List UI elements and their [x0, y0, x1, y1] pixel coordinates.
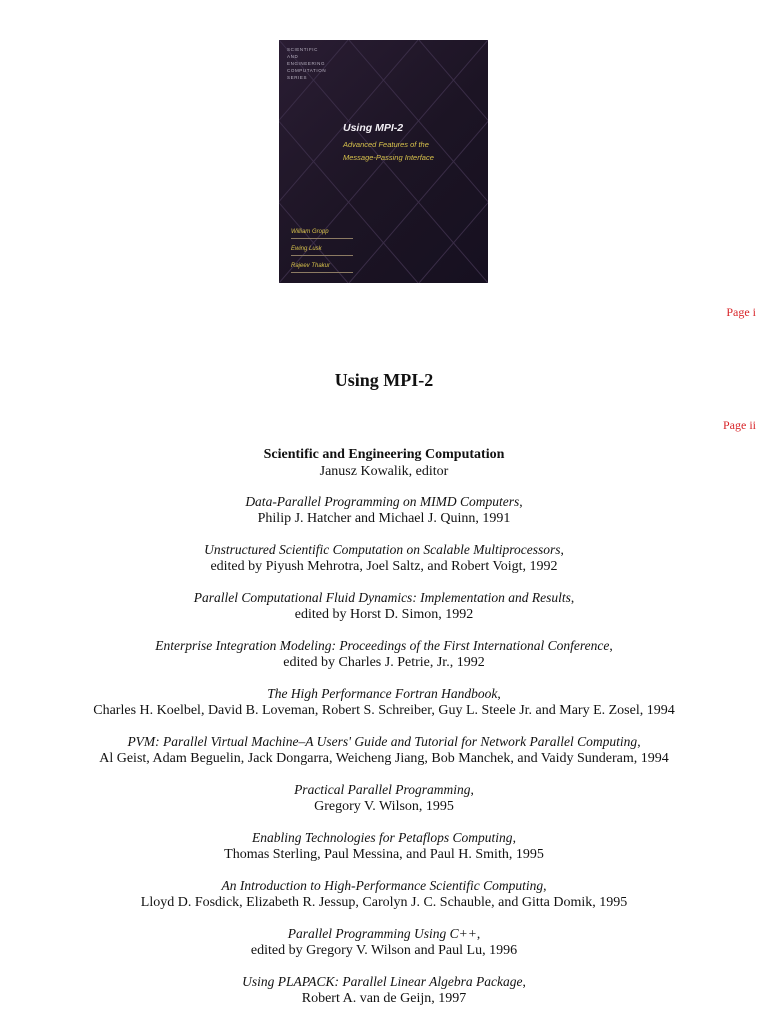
cover-author: Ewing Lusk: [291, 243, 353, 256]
book-title-line: Enterprise Integration Modeling: Proceedings of the First International Conference,: [155, 638, 613, 653]
series-header: [0, 446, 768, 480]
cover-subtitle: [343, 138, 434, 164]
series-name: Scientific and Engineering Computation: [263, 447, 505, 462]
book-list: [0, 493, 768, 1021]
cover-series-line: SCIENTIFIC: [287, 47, 319, 52]
book-credit: Gregory V. Wilson, 1995: [314, 799, 454, 814]
book-title: The High Performance Fortran Handbook: [267, 686, 498, 701]
book-credit: edited by Horst D. Simon, 1992: [294, 607, 474, 622]
book-entry: [0, 589, 768, 637]
book-title: Unstructured Scientific Computation on Scalable Multiprocessors: [204, 542, 561, 557]
book-title: Data-Parallel Programming on MIMD Computers: [245, 494, 520, 509]
book-title-line: Practical Parallel Programming,: [294, 782, 474, 797]
book-entry: [0, 877, 768, 925]
book-credit: Thomas Sterling, Paul Messina, and Paul H. Smith, 1995: [224, 847, 544, 862]
page-label-ii[interactable]: Page ii: [723, 418, 756, 432]
book-entry: [0, 733, 768, 781]
cover-series-line: AND: [287, 54, 299, 59]
book-title-line: Parallel Computational Fluid Dynamics: Implementation and Results,: [193, 590, 575, 605]
book-title: Using PLAPACK: Parallel Linear Algebra Package: [242, 974, 523, 989]
book-title-line: Parallel Programming Using C++,: [287, 926, 481, 941]
book-entry: [0, 493, 768, 541]
book-title: An Introduction to High-Performance Scientific Computing: [221, 878, 544, 893]
cover-series-label: [287, 46, 326, 81]
series-editor: Janusz Kowalik, editor: [319, 464, 449, 479]
page-title: Using MPI-2: [334, 370, 434, 390]
book-cover-image: [279, 40, 488, 283]
cover-authors: [291, 226, 353, 277]
cover-author: William Gropp: [291, 226, 353, 239]
book-title-line: Unstructured Scientific Computation on Scalable Multiprocessors,: [204, 542, 564, 557]
book-title: Enterprise Integration Modeling: Proceedings of the First International Conference: [155, 638, 610, 653]
cover-subtitle-line: Advanced Features of the: [343, 140, 429, 149]
book-title: Parallel Computational Fluid Dynamics: Implementation and Results: [193, 590, 571, 605]
book-entry: [0, 685, 768, 733]
book-credit: edited by Charles J. Petrie, Jr., 1992: [283, 655, 485, 670]
book-title-line: The High Performance Fortran Handbook,: [267, 686, 501, 701]
book-credit: edited by Piyush Mehrotra, Joel Saltz, and Robert Voigt, 1992: [210, 559, 558, 574]
book-entry: [0, 925, 768, 973]
page-label-i[interactable]: Page i: [726, 305, 756, 319]
book-title: PVM: Parallel Virtual Machine–A Users' Guide and Tutorial for Network Parallel Computing: [127, 734, 638, 749]
book-credit: Al Geist, Adam Beguelin, Jack Dongarra, Weicheng Jiang, Bob Manchek, and Vaidy Sunderam, 1994: [99, 751, 669, 766]
book-title-line: Using PLAPACK: Parallel Linear Algebra Package,: [242, 974, 526, 989]
book-title-line: Data-Parallel Programming on MIMD Computers,: [245, 494, 523, 509]
book-title: Parallel Programming Using C++: [287, 926, 477, 941]
cover-series-line: COMPUTATION: [287, 68, 327, 73]
book-entry: [0, 973, 768, 1021]
book-entry: [0, 781, 768, 829]
book-entry: [0, 541, 768, 589]
book-title-line: An Introduction to High-Performance Scientific Computing,: [221, 878, 547, 893]
book-title-line: PVM: Parallel Virtual Machine–A Users' Guide and Tutorial for Network Parallel Computing,: [127, 734, 641, 749]
book-credit: Robert A. van de Geijn, 1997: [301, 991, 467, 1006]
book-title-line: Enabling Technologies for Petaflops Computing,: [252, 830, 516, 845]
book-entry: [0, 637, 768, 685]
book-title: Practical Parallel Programming: [294, 782, 471, 797]
cover-series-line: ENGINEERING: [287, 61, 326, 66]
book-credit: Lloyd D. Fosdick, Elizabeth R. Jessup, Carolyn J. C. Schauble, and Gitta Domik, 1995: [140, 895, 628, 910]
cover-author: Rajeev Thakur: [291, 260, 353, 273]
book-credit: Philip J. Hatcher and Michael J. Quinn, 1991: [257, 511, 511, 526]
cover-subtitle-line: Message-Passing Interface: [343, 153, 434, 162]
book-credit: edited by Gregory V. Wilson and Paul Lu, 1996: [250, 943, 518, 958]
cover-title: Using MPI-2: [343, 122, 404, 134]
book-credit: Charles H. Koelbel, David B. Loveman, Robert S. Schreiber, Guy L. Steele Jr. and Mary E. Zosel, 1994: [93, 703, 675, 718]
cover-series-line: SERIES: [287, 75, 308, 80]
book-entry: [0, 829, 768, 877]
book-title: Enabling Technologies for Petaflops Computing: [252, 830, 513, 845]
